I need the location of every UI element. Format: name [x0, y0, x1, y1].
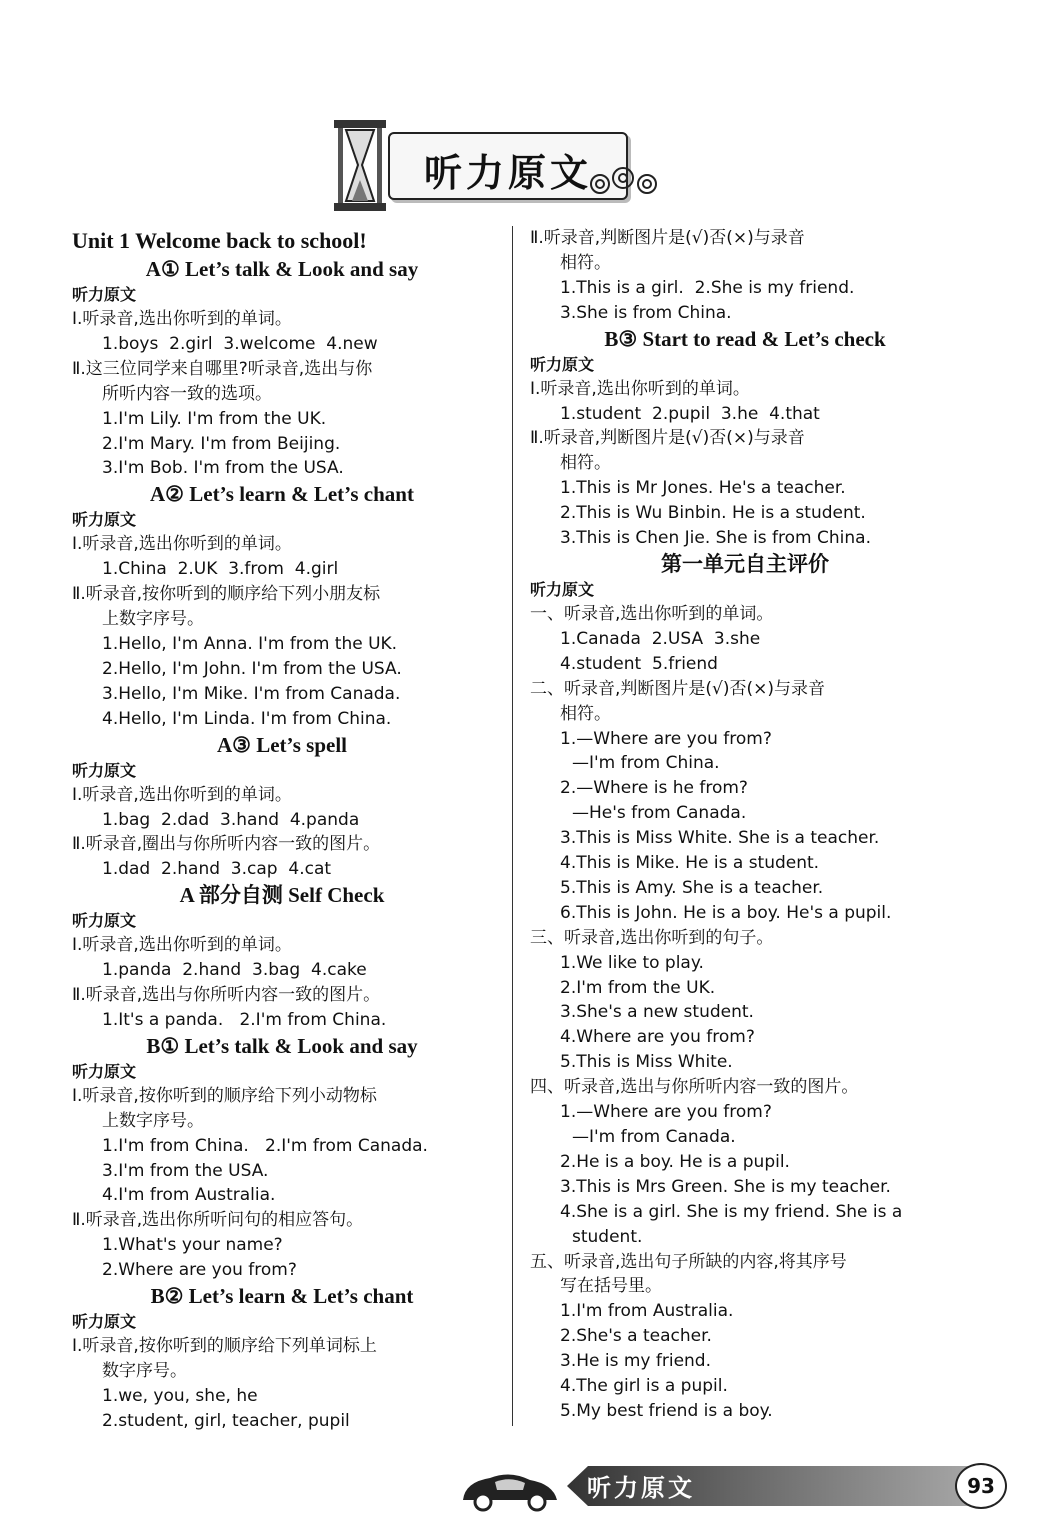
answer-line: 6.This is John. He is a boy. He's a pupil.	[560, 902, 892, 923]
answer-line: 3.He is my friend.	[560, 1351, 711, 1372]
answer-line: —He's from Canada.	[572, 803, 747, 824]
answer-line: 相符。	[560, 453, 611, 474]
hourglass-icon	[330, 118, 390, 213]
section-heading: A① Let’s talk & Look and say	[145, 257, 419, 281]
question-line: Ⅱ.听录音,判断图片是(√)否(×)与录音	[530, 228, 805, 248]
answer-line: 3.I'm Bob. I'm from the USA.	[102, 458, 344, 479]
answer-line: 3.She's a new student.	[560, 1002, 754, 1023]
question-line: Ⅱ.听录音,按你听到的顺序给下列小朋友标	[72, 584, 381, 605]
answer-line: 相符。	[560, 252, 611, 273]
section-heading: A② Let’s learn & Let’s chant	[150, 482, 414, 507]
answer-line: 1.bag 2.dad 3.hand 4.panda	[102, 809, 360, 830]
answer-line: 相符。	[560, 703, 611, 724]
car-icon	[455, 1468, 565, 1513]
answer-line: 3.I'm from the USA.	[102, 1160, 269, 1181]
answer-line: 1.It's a panda. 2.I'm from China.	[102, 1009, 387, 1030]
answer-line: 4.Where are you from?	[560, 1027, 755, 1048]
question-line: Ⅰ.听录音,选出你听到的单词。	[72, 935, 292, 956]
question-line: Ⅱ.这三位同学来自哪里?听录音,选出与你	[72, 358, 373, 379]
page-footer	[455, 1458, 1045, 1518]
answer-line: 1.I'm Lily. I'm from the UK.	[102, 408, 327, 429]
question-line: Ⅰ.听录音,按你听到的顺序给下列单词标上	[72, 1336, 377, 1357]
question-line: Ⅱ.听录音,选出你所听问句的相应答句。	[72, 1210, 364, 1231]
question-line: Ⅱ.听录音,圈出与你所听内容一致的图片。	[72, 834, 381, 855]
answer-line: 2.student, girl, teacher, pupil	[102, 1410, 350, 1431]
answer-line: 3.Hello, I'm Mike. I'm from Canada.	[102, 683, 401, 704]
answer-line: 1.This is a girl. 2.She is my friend.	[560, 277, 855, 298]
answer-line: 上数字序号。	[102, 609, 204, 630]
answer-line: 4.Hello, I'm Linda. I'm from China.	[102, 708, 392, 729]
answer-line: 1.We like to play.	[560, 952, 704, 973]
answer-line: 1.—Where are you from?	[560, 1102, 772, 1123]
section-heading: A 部分自测 Self Check	[179, 883, 385, 908]
answer-line: 1.What's your name?	[102, 1235, 283, 1256]
question-line: Ⅰ.听录音,选出你听到的单词。	[72, 534, 292, 555]
left-column	[72, 226, 492, 1434]
title-banner	[330, 118, 660, 218]
answer-line: 4.I'm from Australia.	[102, 1185, 276, 1206]
answer-line: 1.This is Mr Jones. He's a teacher.	[560, 478, 846, 499]
question-line: Ⅰ.听录音,按你听到的顺序给下列小动物标	[72, 1085, 377, 1106]
answer-line: 4.The girl is a pupil.	[560, 1376, 728, 1397]
answer-line: 5.This is Miss White.	[560, 1052, 733, 1073]
swirl-decoration-icon	[585, 166, 665, 196]
section-heading: 第一单元自主评价	[661, 551, 829, 576]
answer-line: 2.Hello, I'm John. I'm from the USA.	[102, 658, 402, 679]
question-line: 一、听录音,选出你听到的单词。	[530, 603, 774, 624]
unit-title: Unit 1 Welcome back to school!	[72, 228, 367, 253]
subheading: 听力原文	[72, 911, 137, 931]
answer-line: 1.Hello, I'm Anna. I'm from the UK.	[102, 633, 398, 654]
question-line: 三、听录音,选出你听到的句子。	[530, 927, 774, 948]
answer-line: 1.dad 2.hand 3.cap 4.cat	[102, 859, 332, 880]
answer-line: 5.This is Amy. She is a teacher.	[560, 877, 824, 898]
answer-line: 1.—Where are you from?	[560, 728, 772, 749]
subheading: 听力原文	[72, 510, 137, 530]
question-line: 四、听录音,选出与你所听内容一致的图片。	[530, 1077, 859, 1098]
section-heading: B① Let’s talk & Look and say	[146, 1033, 418, 1058]
subheading: 听力原文	[72, 285, 137, 304]
subheading: 听力原文	[72, 760, 137, 780]
answer-line: 3.She is from China.	[560, 302, 732, 323]
answer-line: 数字序号。	[102, 1361, 187, 1381]
answer-line: 上数字序号。	[102, 1110, 204, 1131]
question-line: 二、听录音,判断图片是(√)否(×)与录音	[530, 678, 826, 699]
section-heading: B② Let’s learn & Let’s chant	[150, 1284, 414, 1309]
answer-line: 1.Canada 2.USA 3.she	[560, 628, 761, 649]
subheading: 听力原文	[72, 1312, 137, 1332]
right-column	[530, 226, 960, 1424]
answer-line: 2.This is Wu Binbin. He is a student.	[560, 503, 866, 524]
page-number: 93	[955, 1463, 1007, 1509]
question-line: Ⅱ.听录音,选出与你所听内容一致的图片。	[72, 985, 381, 1006]
answer-line: 1.panda 2.hand 3.bag 4.cake	[102, 960, 367, 981]
footer-label: 听力原文	[587, 1474, 695, 1502]
section-heading: A③ Let’s spell	[216, 732, 348, 757]
section-heading: B③ Start to read & Let’s check	[604, 326, 886, 351]
answer-line: 写在括号里。	[560, 1276, 662, 1297]
answer-line: 3.This is Mrs Green. She is my teacher.	[560, 1176, 891, 1197]
answer-line: 1.student 2.pupil 3.he 4.that	[560, 403, 820, 424]
answer-line: 4.She is a girl. She is my friend. She is a	[560, 1201, 903, 1222]
answer-line: 所听内容一致的选项。	[102, 383, 272, 404]
answer-line: 4.student 5.friend	[560, 653, 718, 674]
answer-line: 2.I'm from the UK.	[560, 977, 716, 998]
answer-line: 2.Where are you from?	[102, 1260, 297, 1281]
answer-line: 1.I'm from Australia.	[560, 1301, 734, 1322]
answer-line: 2.He is a boy. He is a pupil.	[560, 1151, 790, 1172]
answer-line: 1.we, you, she, he	[102, 1385, 258, 1406]
subheading: 听力原文	[72, 1061, 137, 1081]
answer-line: —I'm from China.	[572, 753, 720, 774]
subheading: 听力原文	[530, 354, 595, 374]
answer-line: 5.My best friend is a boy.	[560, 1400, 773, 1421]
answer-line: 1.I'm from China. 2.I'm from Canada.	[102, 1135, 428, 1156]
answer-line: 2.—Where is he from?	[560, 778, 748, 799]
question-line: Ⅱ.听录音,判断图片是(√)否(×)与录音	[530, 428, 805, 449]
question-line: Ⅰ.听录音,选出你听到的单词。	[530, 378, 750, 399]
answer-line: —I'm from Canada.	[572, 1127, 736, 1147]
question-line: Ⅰ.听录音,选出你听到的单词。	[72, 784, 292, 805]
answer-line: 3.This is Chen Jie. She is from China.	[560, 528, 871, 549]
answer-line: 1.boys 2.girl 3.welcome 4.new	[102, 333, 378, 354]
answer-line: 3.This is Miss White. She is a teacher.	[560, 828, 880, 849]
question-line: 五、听录音,选出句子所缺的内容,将其序号	[530, 1251, 847, 1272]
answer-line: 2.I'm Mary. I'm from Beijing.	[102, 433, 341, 454]
banner-title: 听力原文	[423, 151, 592, 195]
answer-line: 4.This is Mike. He is a student.	[560, 853, 820, 874]
column-divider	[512, 226, 513, 1426]
answer-line: 2.She's a teacher.	[560, 1326, 712, 1347]
question-line: Ⅰ.听录音,选出你听到的单词。	[72, 309, 292, 329]
answer-line: 1.China 2.UK 3.from 4.girl	[102, 559, 339, 580]
answer-line: student.	[572, 1226, 643, 1247]
subheading: 听力原文	[530, 579, 595, 599]
